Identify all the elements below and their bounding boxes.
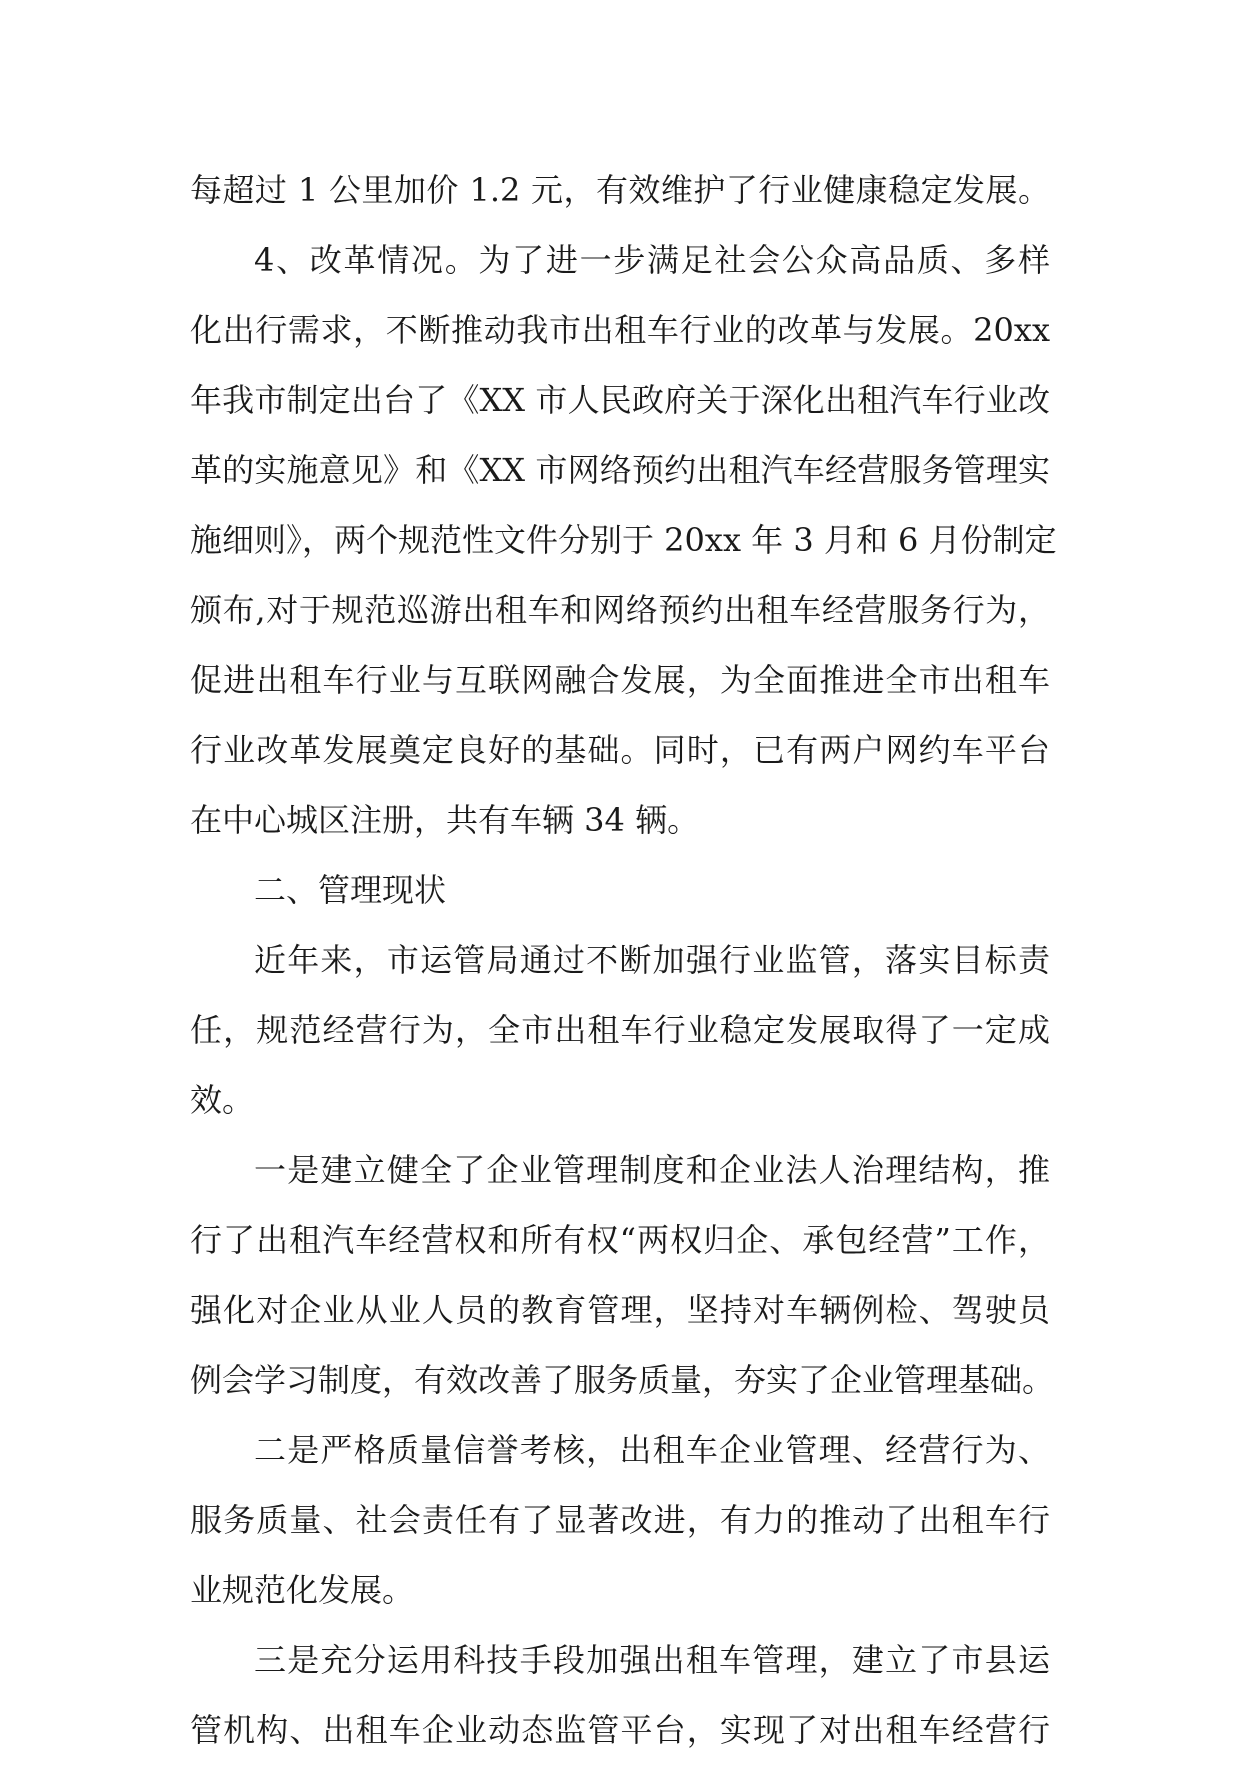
text-line: 4、改革情况。为了进一步满足社会公众高品质、多样 xyxy=(254,241,1050,279)
section-heading: 二、管理现状 xyxy=(254,871,447,909)
text-line: 颁布,对于规范巡游出租车和网络预约出租车经营服务行为， xyxy=(190,591,1050,629)
text-line: 在中心城区注册，共有车辆 34 辆。 xyxy=(190,801,700,839)
text-line: 二是严格质量信誉考核，出租车企业管理、经营行为、 xyxy=(254,1431,1050,1469)
text-line: 近年来，市运管局通过不断加强行业监管，落实目标责 xyxy=(254,941,1050,979)
text-line: 行业改革发展奠定良好的基础。同时，已有两户网约车平台 xyxy=(190,731,1050,769)
text-line: 任，规范经营行为，全市出租车行业稳定发展取得了一定成 xyxy=(190,1011,1050,1049)
text-line: 化出行需求，不断推动我市出租车行业的改革与发展。20xx xyxy=(190,311,1050,349)
text-line: 效。 xyxy=(190,1081,255,1119)
text-line: 三是充分运用科技手段加强出租车管理，建立了市县运 xyxy=(254,1641,1050,1679)
text-line: 例会学习制度，有效改善了服务质量，夯实了企业管理基础。 xyxy=(190,1361,1055,1399)
text-line: 行了出租汽车经营权和所有权“两权归企、承包经营”工作， xyxy=(190,1221,1050,1259)
text-line: 服务质量、社会责任有了显著改进，有力的推动了出租车行 xyxy=(190,1501,1050,1539)
text-line: 强化对企业从业人员的教育管理，坚持对车辆例检、驾驶员 xyxy=(190,1291,1050,1329)
text-line: 业规范化发展。 xyxy=(190,1571,415,1609)
text-line: 一是建立健全了企业管理制度和企业法人治理结构，推 xyxy=(254,1151,1050,1189)
text-line: 施细则》，两个规范性文件分别于 20xx 年 3 月和 6 月份制定 xyxy=(190,521,1057,559)
text-line: 每超过 1 公里加价 1.2 元，有效维护了行业健康稳定发展。 xyxy=(190,171,1050,209)
text-line: 革的实施意见》和《XX 市网络预约出租汽车经营服务管理实 xyxy=(190,451,1050,489)
text-line: 年我市制定出台了《XX 市人民政府关于深化出租汽车行业改 xyxy=(190,381,1050,419)
text-line: 管机构、出租车企业动态监管平台，实现了对出租车经营行 xyxy=(190,1711,1050,1749)
text-line: 促进出租车行业与互联网融合发展，为全面推进全市出租车 xyxy=(190,661,1050,699)
